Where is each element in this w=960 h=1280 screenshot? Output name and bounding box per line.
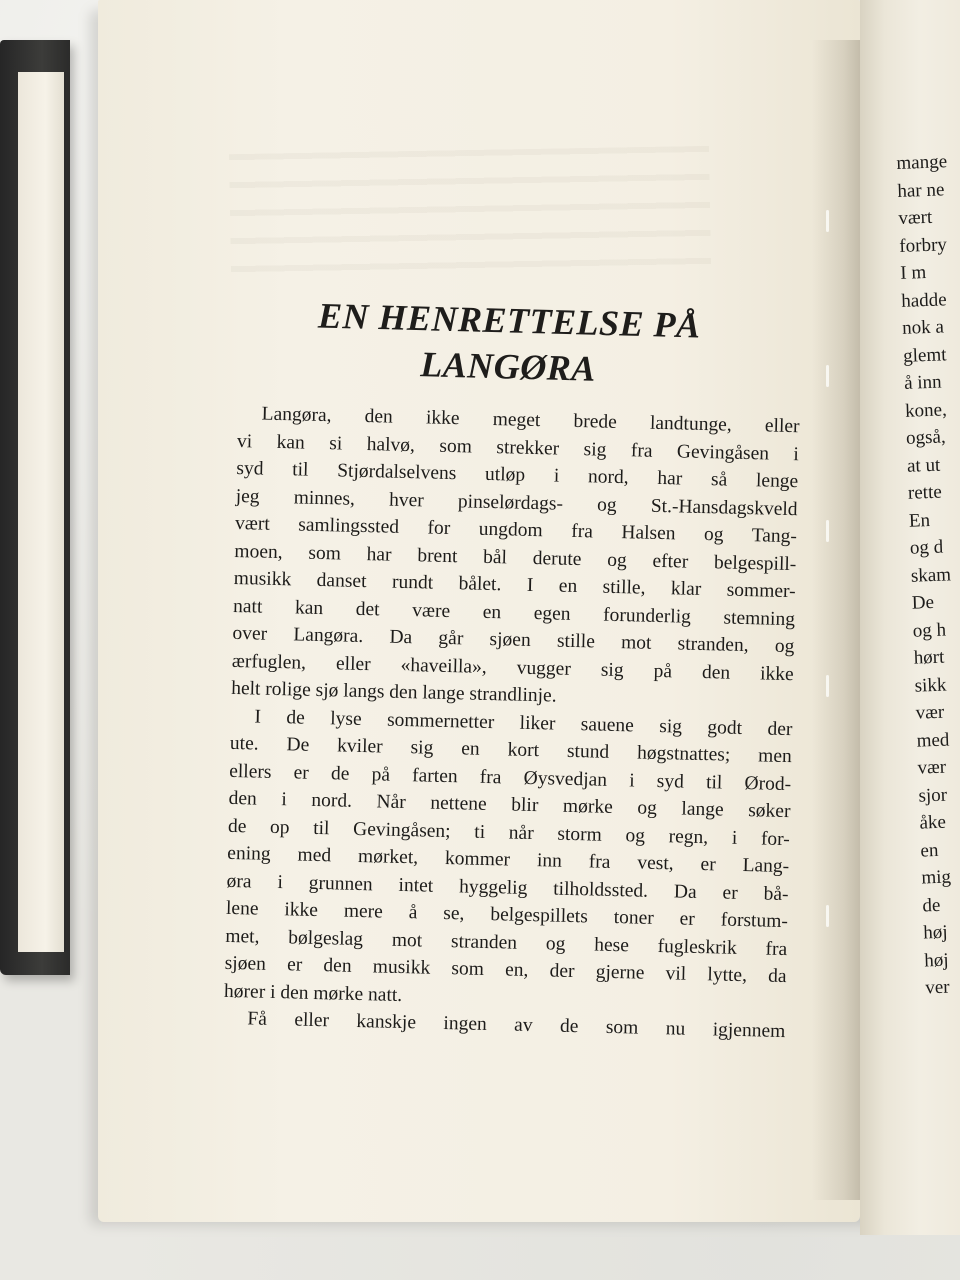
right-page-fragment: og h <box>912 619 947 642</box>
right-page-fragment: forbry <box>898 233 948 257</box>
text-line: moen, som har brent bål derute og efter belgespill- <box>234 540 797 575</box>
right-page-fragment: rette <box>907 481 943 504</box>
right-page-fragment: kone, <box>904 398 948 422</box>
right-page-fragment: De <box>911 591 935 614</box>
right-page-fragment: med <box>916 729 950 752</box>
text-line: øra i grunnen intet hyggelig tilholdssted. Da er bå- <box>226 870 789 905</box>
text-line: musikk danset rundt bålet. I en stille, klar sommer- <box>233 567 796 603</box>
text-line: met, bølgeslag mot stranden og hese fugleskrik fra <box>225 925 788 960</box>
text-line: vi kan si halvø, som strekker sig fra Gevingåsen i <box>236 430 800 465</box>
right-page-fragment: også, <box>905 426 946 449</box>
text-line: hører i den mørke natt. <box>223 980 403 1006</box>
text-line: ellers er de på farten fra Øysvedjan i syd til Ørod- <box>229 760 792 795</box>
show-through-text <box>229 146 711 274</box>
binding-stitch <box>826 210 829 232</box>
right-page-fragment: vært <box>898 206 933 229</box>
text-line: I de lyse sommernetter liker sauene sig godt der <box>254 705 793 740</box>
chapter-title <box>298 292 720 395</box>
text-line: ening med mørket, kommer inn fra vest, er Lang- <box>227 842 790 878</box>
right-page-fragment: glemt <box>902 343 947 367</box>
right-page-fragment: høj <box>923 949 949 971</box>
right-page-fragment: mange <box>896 151 948 174</box>
right-page-fragment: sikk <box>914 674 947 697</box>
right-page-fragment: I m <box>899 262 927 284</box>
text-line: den i nord. Når nettene blir mørke og lange søker <box>228 787 791 823</box>
right-page-fragment: åke <box>919 811 947 834</box>
binding-stitch <box>826 675 829 697</box>
closed-book-page-edges <box>18 72 66 952</box>
text-line: de op til Gevingåsen; ti når storm og regn, i for- <box>227 815 791 850</box>
binding-stitch <box>826 905 829 927</box>
right-page-fragment: å inn <box>903 371 942 394</box>
chapter-body-text <box>223 400 800 1046</box>
text-line: sjøen er den musikk som en, der gjerne vil lytte, da <box>224 952 787 988</box>
right-page-fragment: skam <box>910 563 952 587</box>
right-page-fragment: en <box>920 839 939 862</box>
right-page-fragment: vær <box>915 701 945 724</box>
right-page-fragment: hadde <box>900 288 947 312</box>
right-page-fragment: de <box>922 894 941 917</box>
text-line: syd til Stjørdalselvens utløp i nord, har så lenge <box>236 457 799 493</box>
binding-stitch <box>826 365 829 387</box>
right-page-fragment: sjor <box>918 784 948 807</box>
text-line: Langøra, den ikke meget brede landtunge, eller <box>261 403 800 438</box>
right-page-fragment: hørt <box>913 646 945 669</box>
right-page-fragment: En <box>908 509 931 532</box>
text-line: jeg minnes, hver pinselørdags- og St.-Hansdagskveld <box>235 485 798 520</box>
text-line: lene ikke mere å se, belgespillets toner er forstum- <box>225 897 789 933</box>
text-line: helt rolige sjø langs den lange strandlinje. <box>230 677 557 707</box>
text-line: ærfuglen, eller «haveilla», vugger sig på den ikke <box>231 650 794 685</box>
text-line: ute. De kviler sig en kort stund høgstnattes; men <box>229 732 792 768</box>
right-page-fragment: høj <box>922 921 948 944</box>
right-page-fragment: ver <box>924 976 950 999</box>
binding-stitch <box>826 520 829 542</box>
right-page-fragment: at ut <box>906 454 941 477</box>
text-line: Få eller kanskje ingen av de som nu igjennem <box>247 1008 786 1043</box>
right-page-fragment: har ne <box>897 178 945 202</box>
chapter-title-line-1: EN HENRETTELSE PÅ <box>317 295 702 346</box>
right-page-fragment: vær <box>917 756 947 779</box>
right-page-fragment: mig <box>921 866 952 889</box>
text-line: vært samlingssted for ungdom fra Halsen og Tang- <box>234 512 798 548</box>
text-line: natt kan det være en egen forunderlig stemning <box>232 595 796 630</box>
right-page-fragment: og d <box>909 536 944 559</box>
text-line: over Langøra. Da går sjøen stille mot stranden, og <box>232 622 795 658</box>
right-page-fragment: nok a <box>901 316 945 339</box>
chapter-title-line-2: LANGØRA <box>419 344 597 389</box>
